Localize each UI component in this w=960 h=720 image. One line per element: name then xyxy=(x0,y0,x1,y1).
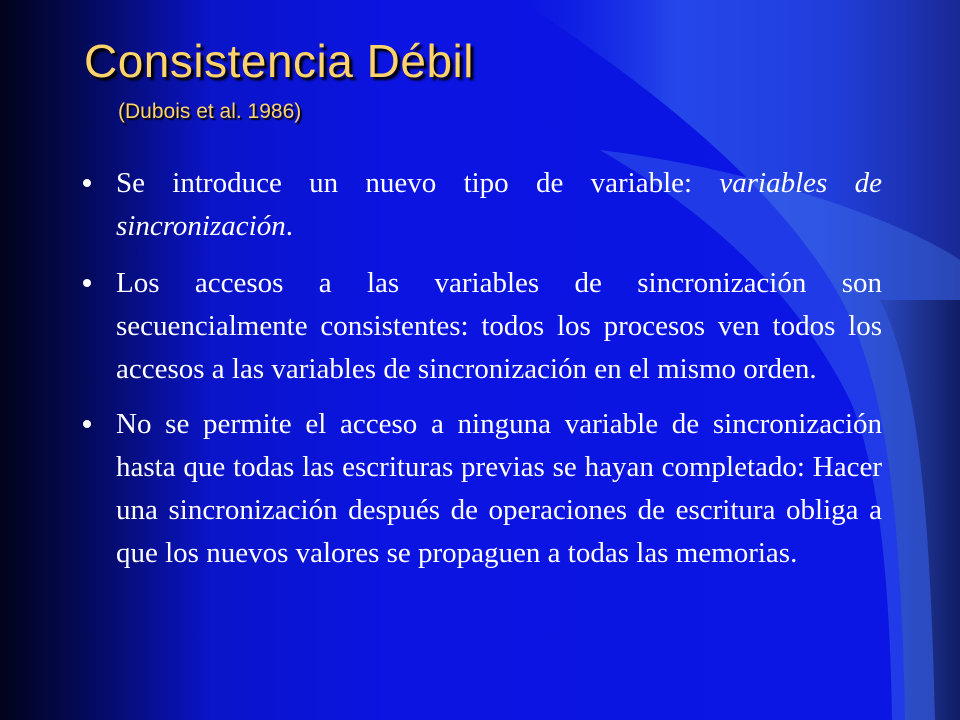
bullet-text: Los accesos a las variables de sincronización son secuencialmente consistentes: todos los procesos ven todos los accesos a las variables de sincronización en el mismo orden. xyxy=(116,267,882,385)
slide-subtitle: (Dubois et al. 1986) xyxy=(118,100,302,123)
bullet-dot-icon xyxy=(83,179,91,187)
bullet-item xyxy=(70,403,882,575)
bullet-dot-icon xyxy=(83,279,91,287)
bullet-emphasis: variables de sincronización xyxy=(116,167,882,242)
slide-title: Consistencia Débil xyxy=(84,35,474,87)
bullet-list xyxy=(70,162,882,589)
bullet-text-end: . xyxy=(285,210,293,242)
bullet-item xyxy=(70,262,882,391)
bullet-text: No se permite el acceso a ninguna variable de sincronización hasta que todas las escrituras previas se hayan completado: Hacer una sincronización después de operaciones de escritura obliga a que los nuevos valores se propaguen a todas las memorias. xyxy=(116,408,882,569)
bullet-item xyxy=(70,162,882,248)
bullet-text: Se introduce un nuevo tipo de variable: xyxy=(116,167,720,199)
bullet-dot-icon xyxy=(83,420,91,428)
